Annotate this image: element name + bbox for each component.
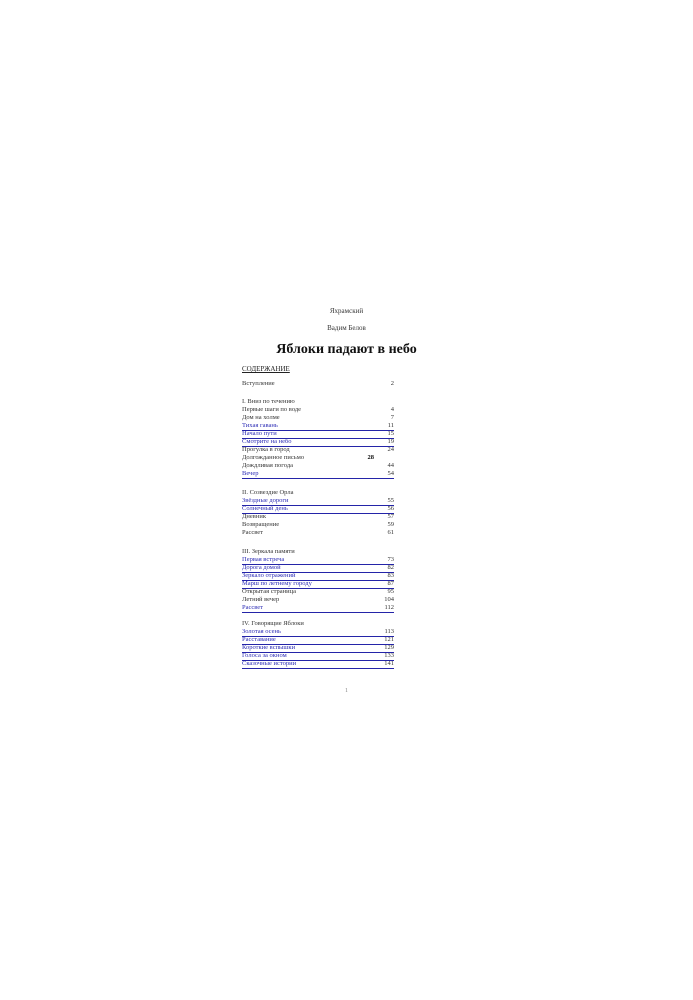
toc-entry-title: Первая встреча bbox=[242, 556, 285, 563]
toc-entry-page: 112 bbox=[384, 604, 394, 611]
toc-entry-page: 133 bbox=[384, 652, 394, 659]
toc-entry-page: 11 bbox=[387, 422, 394, 429]
toc-entry bbox=[242, 414, 394, 422]
toc-entry-page: 113 bbox=[384, 628, 394, 635]
toc-entry-page: 121 bbox=[384, 636, 394, 643]
toc-entry-page: 59 bbox=[387, 521, 394, 528]
toc-entry bbox=[242, 588, 394, 596]
toc-entry-page: 55 bbox=[387, 497, 394, 504]
toc-section bbox=[242, 398, 394, 406]
toc-entry-title: Первые шаги по воде bbox=[242, 406, 302, 413]
toc-entry bbox=[242, 446, 394, 454]
toc-entry-page: 83 bbox=[387, 572, 394, 579]
toc-entry[interactable] bbox=[242, 604, 394, 613]
toc-entry-page: 82 bbox=[387, 564, 394, 571]
toc-entry-page: 56 bbox=[387, 505, 394, 512]
toc-entry-title: Дождливая погода bbox=[242, 462, 294, 469]
toc-entry-page: 95 bbox=[387, 588, 394, 595]
toc-entry-title: Марш по летнему городу bbox=[242, 580, 312, 587]
toc-entry-title: Начало пути bbox=[242, 430, 277, 437]
toc-section bbox=[242, 489, 394, 497]
toc-section bbox=[242, 548, 394, 556]
toc-entry-title: Тихая гавань bbox=[242, 422, 278, 429]
book-title: Яблоки падают в небо bbox=[276, 342, 417, 357]
toc-entry-title: Долгожданное письмо bbox=[242, 454, 305, 461]
toc-entry-title: III. Зеркала памяти bbox=[242, 548, 295, 555]
toc-entry[interactable] bbox=[242, 660, 394, 669]
toc-entry-page: 28 bbox=[367, 454, 374, 461]
toc-entry-title: Летний вечер bbox=[242, 596, 280, 603]
header-line-1: Яхрамский bbox=[329, 307, 364, 315]
toc-entry-page: 129 bbox=[384, 644, 394, 651]
toc-entry-title: Смотрите на небо bbox=[242, 438, 292, 445]
toc-entry-title: Рассвет bbox=[242, 529, 264, 536]
toc-entry-title: Короткие вспышки bbox=[242, 644, 296, 651]
toc-entry-title: Дневник bbox=[242, 513, 266, 520]
toc-entry[interactable] bbox=[242, 470, 394, 479]
toc-entry-title: Дом на холме bbox=[242, 414, 280, 421]
toc-entry-title: Голоса за окном bbox=[242, 652, 287, 659]
toc-entry-page: 4 bbox=[390, 406, 394, 413]
toc-entry bbox=[242, 462, 394, 470]
toc-entry-title: Прогулка в город bbox=[242, 446, 290, 453]
toc-entry-page: 19 bbox=[387, 438, 394, 445]
toc-entry-title: Расставание bbox=[242, 636, 276, 643]
toc-entry-title: Вечер bbox=[242, 470, 259, 477]
toc-entry-page: 73 bbox=[387, 556, 394, 563]
toc-entry-title: Сказочные истории bbox=[242, 660, 297, 667]
toc-entry-page: 2 bbox=[390, 380, 394, 387]
table-of-contents bbox=[242, 0, 394, 1000]
toc-entry-title: Дорога домой bbox=[242, 564, 281, 571]
toc-entry bbox=[242, 406, 394, 414]
toc-entry bbox=[242, 454, 394, 462]
toc-entry-page: 141 bbox=[384, 660, 394, 667]
toc-entry-title: IV. Говорящие Яблоки bbox=[242, 620, 304, 627]
toc-entry bbox=[242, 521, 394, 529]
toc-entry-page: 54 bbox=[387, 470, 394, 477]
toc-entry-page: 44 bbox=[387, 462, 394, 469]
toc-entry-title: II. Созвездие Орла bbox=[242, 489, 294, 496]
toc-entry-title: I. Вниз по течению bbox=[242, 398, 295, 405]
toc-entry-title: Звёздные дороги bbox=[242, 497, 289, 504]
toc-entry-page: 24 bbox=[387, 446, 394, 453]
toc-heading: СОДЕРЖАНИЕ bbox=[242, 365, 290, 373]
toc-entry-title: Солнечный день bbox=[242, 505, 288, 512]
toc-entry bbox=[242, 380, 394, 388]
toc-entry-title: Возвращение bbox=[242, 521, 280, 528]
author-name: Вадим Белов bbox=[327, 324, 366, 332]
toc-entry bbox=[242, 529, 394, 537]
toc-entry-title: Золотая осень bbox=[242, 628, 281, 635]
toc-entry-page: 61 bbox=[387, 529, 394, 536]
toc-entry-title: Зеркало отражений bbox=[242, 572, 296, 579]
page-number: 1 bbox=[345, 688, 348, 694]
toc-entry-page: 87 bbox=[387, 580, 394, 587]
toc-entry bbox=[242, 596, 394, 604]
toc-entry-page: 7 bbox=[390, 414, 394, 421]
toc-section bbox=[242, 620, 394, 628]
toc-entry-page: 15 bbox=[387, 430, 394, 437]
toc-entry-page: 57 bbox=[387, 513, 394, 520]
toc-entry-title: Рассвет bbox=[242, 604, 264, 611]
toc-entry-title: Вступление bbox=[242, 380, 275, 387]
toc-entry-title: Открытая страница bbox=[242, 588, 296, 595]
toc-entry bbox=[242, 513, 394, 521]
toc-entry-page: 104 bbox=[384, 596, 394, 603]
